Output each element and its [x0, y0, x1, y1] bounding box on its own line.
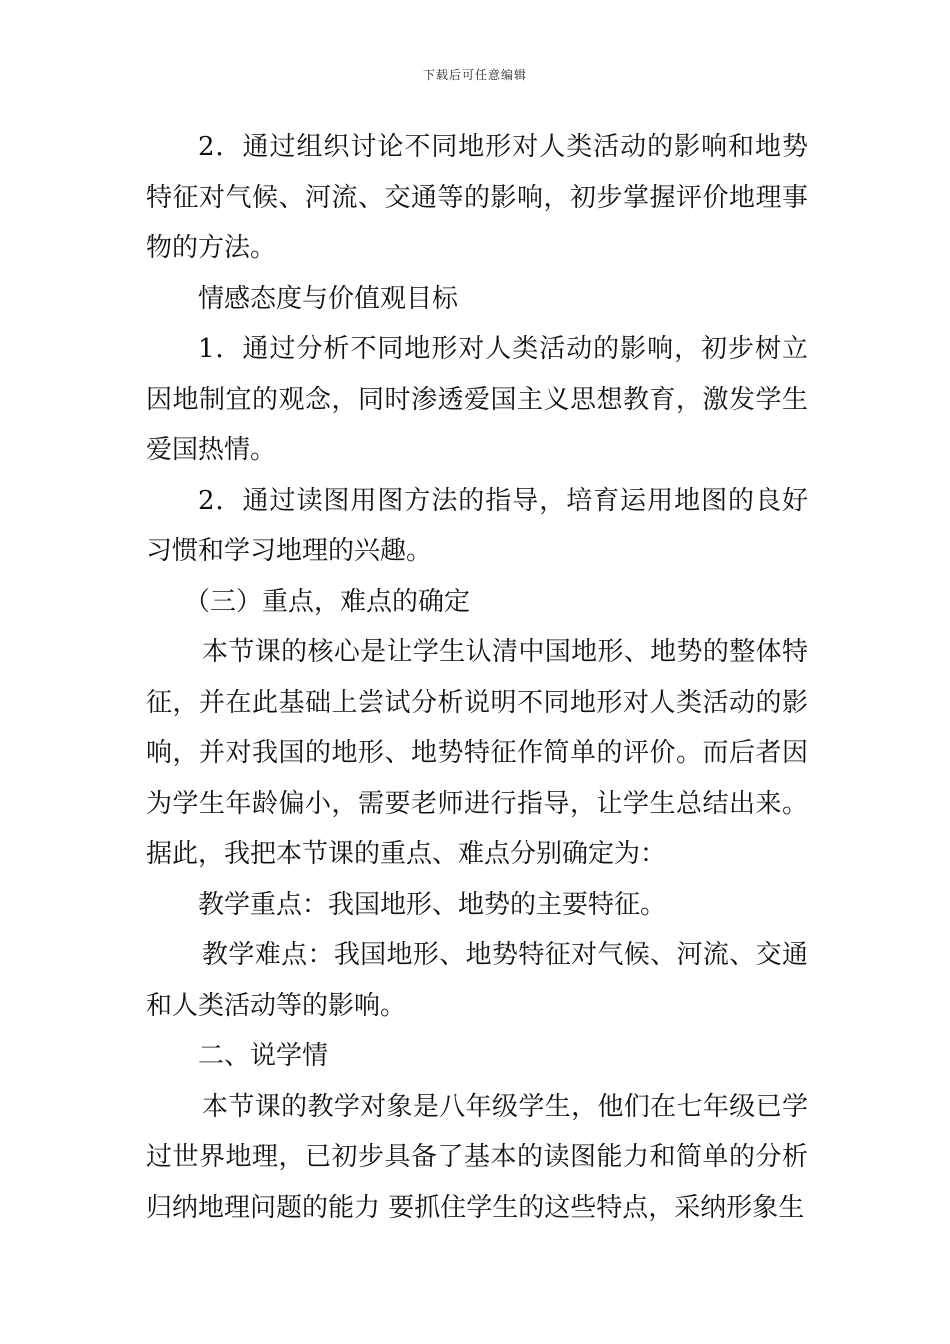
section-heading-student-analysis: 二、说学情 — [198, 1041, 329, 1071]
paragraph-teaching-focus: 教学重点：我国地形、地势的主要特征。 — [198, 889, 667, 920]
paragraph-student-analysis: 本节课的教学对象是八年级学生，他们在七年级已学过世界地理，已初步具备了基本的读图能力和简单的分析归纳地理问题的能力 要抓住学生的这些特点，采纳形象生 — [146, 1091, 808, 1223]
paragraph-teaching-difficulty: 教学难点：我国地形、地势特征对气候、河流、交通和人类活动等的影响。 — [146, 940, 808, 1021]
section-heading-attitude-goals: 情感态度与价值观目标 — [198, 283, 459, 314]
paragraph-attitude-goal-1: 1．通过分析不同地形对人类活动的影响，初步树立因地制宜的观念，同时渗透爱国主义思想教育，激发学生爱国热情。 — [146, 334, 808, 465]
section-heading-key-points: （三）重点，难点的确定 — [184, 586, 471, 617]
paragraph-skill-goal-2: 2．通过组织讨论不同地形对人类活动的影响和地势特征对气候、河流、交通等的影响，初步掌握评价地理事物的方法。 — [146, 132, 808, 263]
paragraph-lesson-core: 本节课的核心是让学生认清中国地形、地势的整体特征，并在此基础上尝试分析说明不同地形对人类活动的影响，并对我国的地形、地势特征作简单的评价。而后者因为学生年龄偏小，需要老师进行指导，让学生总结出来。据此，我把本节课的重点、难点分别确定为： — [146, 637, 808, 869]
paragraph-attitude-goal-2: 2．通过读图用图方法的指导，培育运用地图的良好习惯和学习地理的兴趣。 — [146, 485, 808, 566]
header-note: 下载后可任意编辑 — [422, 68, 527, 82]
document-body — [146, 122, 808, 1233]
